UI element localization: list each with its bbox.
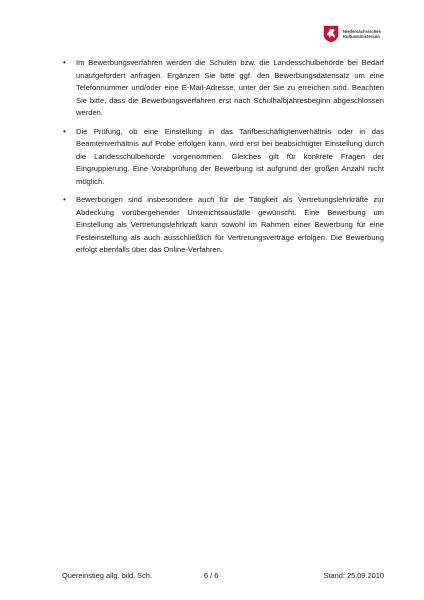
list-item-text: Im Bewerbungsverfahren werden die Schulen bzw. die Landesschulbehörde bei Bedarf unaufgefordert anfragen. Ergänzen Sie bitte ggf. den Bewerbungsdatensatz um eine Telefonnummer und/oder eine E-Mail-Adresse, unter der Sie zu erreichen sind. Beachten Sie bitte, dass die Bewerbungsverfahren erst nach Schulhalbjahresbeginn abgeschlossen werden. xyxy=(76,58,384,117)
horse-emblem-icon xyxy=(322,25,340,43)
footer-date: Stand: 25.09.2010 xyxy=(323,571,384,580)
logo-line-2: Kultusministerium xyxy=(343,34,380,39)
logo-line-1: Niedersächsisches xyxy=(343,28,381,34)
list-item-text: Die Prüfung, ob eine Einstellung in das Tarifbeschäftigtenverhältnis oder in das Beamtenverhältnis auf Probe erfolgen kann, wird erst bei beabsichtigter Einstellung durch die Landesschulbehörde vorgenommen. Gleiches gilt für konkrete Fragen der Eingruppierung. Eine Vorabprüfung der Bewerbung ist aufgrund der großen Anzahl nicht möglich. xyxy=(76,126,384,186)
list-item xyxy=(62,126,384,189)
list-item xyxy=(62,57,384,120)
list-item-text: Bewerbungen sind insbesondere auch für die Tätigkeit als Vertretungslehrkräfte zur Abdeckung vorübergehender Unterrichtsausfälle gewünscht. Eine Bewerbung um Einstellung als Vertretungslehrkraft kann sowohl im Rahmen einer Bewerbung für eine Festeinstellung als auch ausschließlich für Vertretungsverträge erfolgen. Die Bewerbung erfolgt ebenfalls über das Online-Verfahren. xyxy=(76,195,384,254)
bullet-icon: • xyxy=(63,195,66,204)
bullet-list xyxy=(62,57,384,263)
bullet-icon: • xyxy=(63,58,66,67)
ministry-logo xyxy=(322,25,381,43)
footer-document-title: Quereinstieg allg. bild. Sch. xyxy=(62,571,152,580)
list-item xyxy=(62,194,384,257)
page-number: 6 / 6 xyxy=(204,571,219,580)
bullet-icon: • xyxy=(63,126,66,136)
